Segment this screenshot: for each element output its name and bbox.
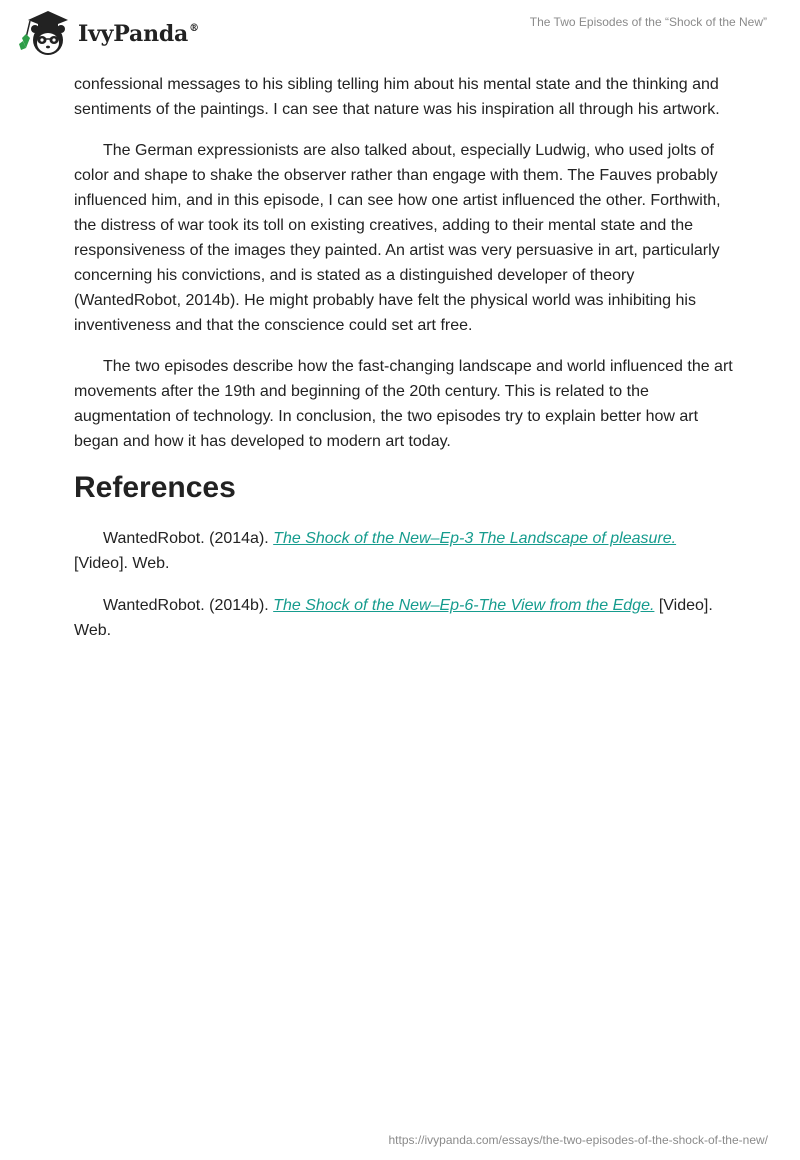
body-paragraph: The German expressionists are also talked about, especially Ludwig, who used jolts of color and shape to shake the observer rather than engage with them. The Fauves probably influenced him, and in this episode, I can see how one artist influenced the other. Forthwith, the distress of war took its toll on existing creatives, adding to their mental state and the responsiveness of the images they painted. An artist was very persuasive in art, particularly concerning his convictions, and is stated as a distinguished developer of theory (WantedRobot, 2014b). He might probably have felt the physical world was inhibiting his inventiveness and that the conscience could set art free. xyxy=(74,142,721,334)
page-header xyxy=(0,0,800,70)
reference-entry xyxy=(74,593,734,643)
reference-suffix: [Video]. Web. xyxy=(74,597,713,639)
registered-mark: ® xyxy=(189,23,199,34)
body-paragraph: confessional messages to his sibling telling him about his mental state and the thinking and sentiments of the paintings. I can see that nature was his inspiration all through his artwork. xyxy=(74,76,720,118)
footer-url[interactable]: https://ivypanda.com/essays/the-two-episodes-of-the-shock-of-the-new/ xyxy=(388,1133,768,1147)
reference-prefix: WantedRobot. (2014a). xyxy=(103,530,274,547)
reference-prefix: WantedRobot. (2014b). xyxy=(103,597,274,614)
ivypanda-logo[interactable] xyxy=(14,8,199,58)
reference-link[interactable]: The Shock of the New–Ep-3 The Landscape of pleasure. xyxy=(273,530,677,547)
running-title: The Two Episodes of the “Shock of the New” xyxy=(529,15,767,29)
essay-content xyxy=(74,72,734,660)
reference-suffix: [Video]. Web. xyxy=(74,555,170,572)
logo-wordmark: IvyPanda® xyxy=(78,21,199,47)
body-paragraph: The two episodes describe how the fast-changing landscape and world influenced the art movements after the 19th and beginning of the 20th century. This is related to the augmentation of technology. In conclusion, the two episodes try to explain better how art began and how it has developed to modern art today. xyxy=(74,358,733,450)
panda-graduate-icon xyxy=(14,8,76,58)
reference-link[interactable]: The Shock of the New–Ep-6-The View from the Edge. xyxy=(273,597,655,614)
references-heading: References xyxy=(74,471,236,504)
reference-entry xyxy=(74,526,734,576)
